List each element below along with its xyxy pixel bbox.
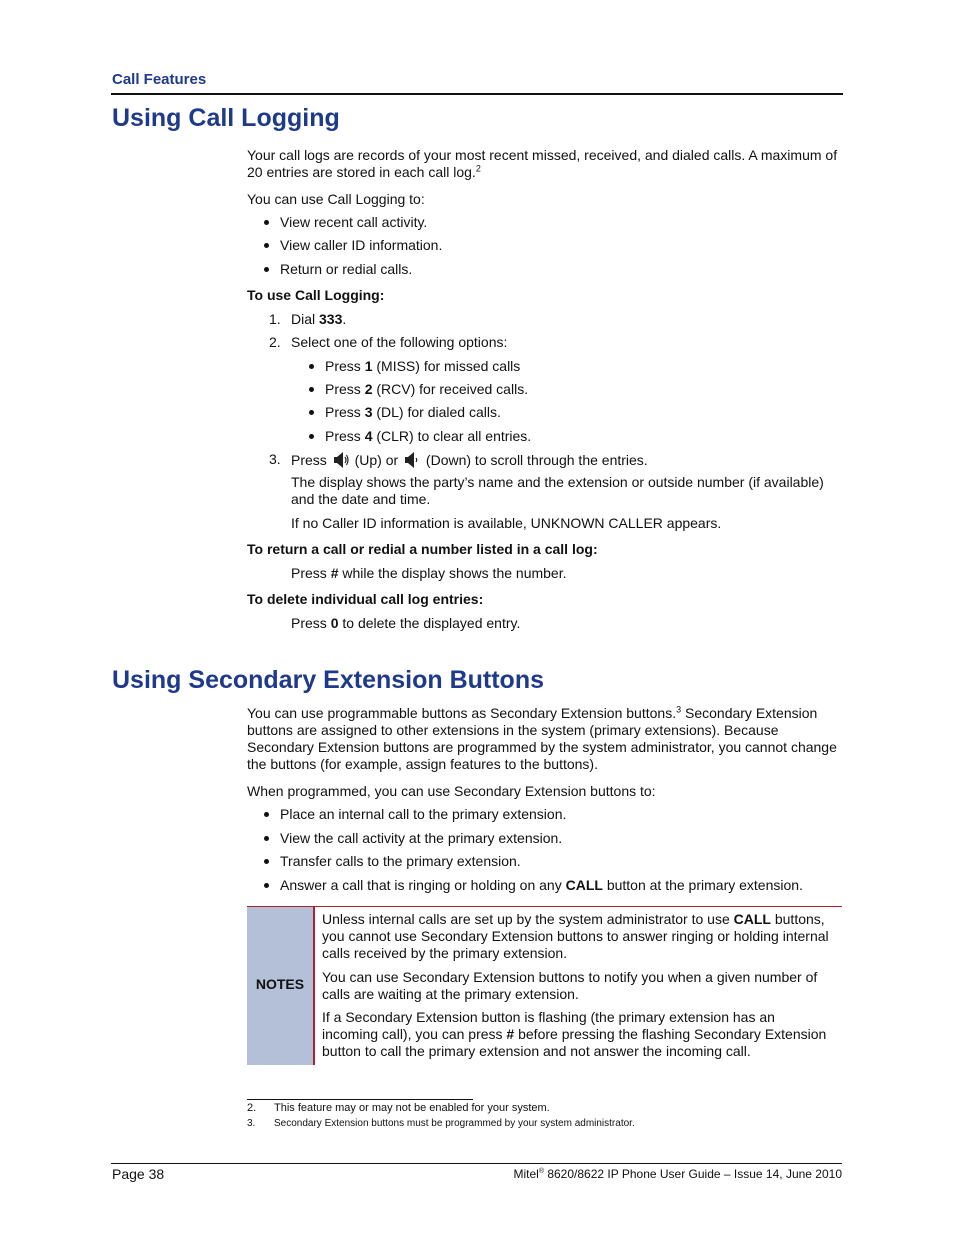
step-1-end: .: [342, 311, 347, 327]
note-text: before pressing the flashing Secondary Extension: [514, 1026, 827, 1042]
footnote-number: 3.: [247, 1118, 256, 1129]
page-number: Page 38: [112, 1166, 165, 1182]
list-item: View the call activity at the primary extension.: [280, 830, 563, 846]
note-item: [322, 911, 837, 962]
note-text: incoming call), you can press: [322, 1026, 507, 1042]
option-desc: (DL) for dialed calls.: [372, 404, 501, 420]
note-line: calls are waiting at the primary extension.: [322, 986, 579, 1002]
delete-instruction: [291, 615, 520, 632]
list-item: Return or redial calls.: [280, 261, 413, 277]
option-desc: (CLR) to clear all entries.: [372, 428, 532, 444]
secondary-intro: [247, 705, 842, 773]
bullet-dot: [264, 812, 269, 817]
list-item: Transfer calls to the primary extension.: [280, 853, 521, 869]
step-1: [291, 311, 346, 328]
notes-label: NOTES: [255, 976, 305, 992]
option-key: 4: [364, 428, 373, 444]
bullet-dot: [309, 364, 314, 369]
option-key: 2: [364, 381, 373, 397]
footnote-ref-3: 3: [676, 704, 682, 715]
list-item: View caller ID information.: [280, 237, 443, 253]
step-3-down: (Down) to scroll through the entries.: [425, 452, 648, 468]
footnote-divider: [247, 1099, 473, 1100]
step-3-up: (Up) or: [354, 452, 399, 468]
intro-line-1-tail: Secondary Extension: [681, 705, 818, 721]
footnote-ref-2: 2: [475, 163, 481, 174]
intro-line-1: [247, 705, 842, 722]
desc-line: and the date and time.: [291, 491, 431, 507]
list-item: [325, 381, 528, 398]
intro-line-3: Secondary Extension buttons are programmed by the system administrator, you cannot change: [247, 739, 837, 755]
note-text: buttons,: [770, 911, 825, 927]
procedure-heading: To delete individual call log entries:: [247, 591, 484, 607]
desc-line: The display shows the party’s name and the extension or outside number (if available): [291, 474, 824, 490]
bullet-dot: [309, 387, 314, 392]
footnote-number: 2.: [247, 1102, 257, 1114]
list-item: [325, 358, 520, 375]
procedure-heading: To use Call Logging:: [247, 287, 385, 303]
bullet-dot: [264, 859, 269, 864]
step-number: 3.: [269, 451, 281, 467]
list-item: [325, 404, 501, 421]
brand-name: Mitel: [513, 1167, 539, 1181]
registered-mark: ®: [538, 1168, 544, 1175]
return-desc: while the display shows the number.: [338, 565, 567, 581]
step-3-description: [291, 474, 841, 508]
note-line: button to call the primary extension and not answer the incoming call.: [322, 1043, 751, 1059]
call-logging-uses-lead: You can use Call Logging to:: [247, 191, 425, 207]
intro-line-2: [247, 164, 842, 181]
use-key: CALL: [565, 877, 603, 893]
bullet-dot: [309, 410, 314, 415]
option-desc: (RCV) for received calls.: [372, 381, 529, 397]
bullet-dot: [264, 267, 269, 272]
document-title: [513, 1167, 842, 1181]
note-line: If a Secondary Extension button is flashing (the primary extension has an: [322, 1009, 775, 1025]
footnote-text: This feature may or may not be enabled for your system.: [274, 1102, 550, 1114]
note-line: You can use Secondary Extension buttons to notify you when a given number of: [322, 969, 818, 985]
option-text: Press: [325, 428, 365, 444]
list-item: [325, 428, 531, 445]
delete-desc: to delete the displayed entry.: [338, 615, 521, 631]
bullet-dot: [264, 243, 269, 248]
note-item: [322, 1009, 837, 1060]
note-key: #: [506, 1026, 515, 1042]
note-text: Unless internal calls are set up by the system administrator to use: [322, 911, 734, 927]
step-number: 2.: [269, 334, 281, 350]
bullet-dot: [264, 883, 269, 888]
note-line: you cannot use Secondary Extension buttons to answer ringing or holding internal: [322, 928, 829, 944]
return-text: Press: [291, 565, 331, 581]
option-key: 1: [364, 358, 373, 374]
step-3-text: Press: [291, 452, 327, 468]
note-item: [322, 969, 837, 1003]
secondary-extension-heading: Using Secondary Extension Buttons: [112, 666, 545, 694]
option-text: Press: [325, 358, 365, 374]
intro-line-1-text: You can use programmable buttons as Secondary Extension buttons.: [247, 705, 677, 721]
call-logging-intro: [247, 147, 842, 181]
step-3-note: If no Caller ID information is available, UNKNOWN CALLER appears.: [291, 515, 722, 531]
option-key: 3: [364, 404, 373, 420]
notes-top-rule: [247, 906, 842, 907]
list-item: [280, 877, 803, 894]
intro-line-1: Your call logs are records of your most recent missed, received, and dialed calls. A maximum of: [247, 147, 838, 163]
call-logging-heading: Using Call Logging: [112, 104, 340, 132]
document-name: 8620/8622 IP Phone User Guide – Issue 14, June 2010: [544, 1167, 842, 1181]
procedure-heading: To return a call or redial a number listed in a call log:: [247, 541, 598, 557]
step-2: Select one of the following options:: [291, 334, 508, 350]
intro-line-2: buttons are assigned to other extensions in the system (primary extensions). Because: [247, 722, 779, 738]
bullet-dot: [309, 434, 314, 439]
footer-divider: [111, 1163, 842, 1164]
note-line: calls received by the primary extension.: [322, 945, 568, 961]
use-desc: button at the primary extension.: [602, 877, 803, 893]
note-line: [322, 911, 837, 928]
volume-up-icon: [333, 451, 349, 469]
option-text: Press: [325, 381, 365, 397]
footnote-text: Secondary Extension buttons must be programmed by your system administrator.: [274, 1118, 635, 1129]
step-1-text: Dial: [291, 311, 320, 327]
volume-down-icon: [404, 451, 420, 469]
list-item: Place an internal call to the primary extension.: [280, 806, 567, 822]
return-key: #: [330, 565, 339, 581]
secondary-uses-lead: When programmed, you can use Secondary Extension buttons to:: [247, 783, 656, 799]
bullet-dot: [264, 836, 269, 841]
step-number: 1.: [269, 311, 281, 327]
step-3: [291, 451, 648, 469]
intro-line-2-text: 20 entries are stored in each call log.: [247, 164, 476, 180]
use-text: Answer a call that is ringing or holding on any: [280, 877, 566, 893]
section-label: Call Features: [112, 71, 207, 88]
return-instruction: [291, 565, 567, 582]
notes-box: [247, 906, 842, 1065]
notes-divider: [313, 907, 315, 1065]
delete-text: Press: [291, 615, 331, 631]
option-desc: (MISS) for missed calls: [372, 358, 521, 374]
note-line: [322, 1026, 837, 1043]
note-key: CALL: [733, 911, 771, 927]
bullet-dot: [264, 220, 269, 225]
option-text: Press: [325, 404, 365, 420]
delete-key: 0: [330, 615, 339, 631]
list-item: View recent call activity.: [280, 214, 428, 230]
header-divider: [111, 93, 843, 95]
intro-line-4: the buttons (for example, assign features to the buttons).: [247, 756, 598, 772]
step-1-code: 333: [319, 311, 343, 327]
